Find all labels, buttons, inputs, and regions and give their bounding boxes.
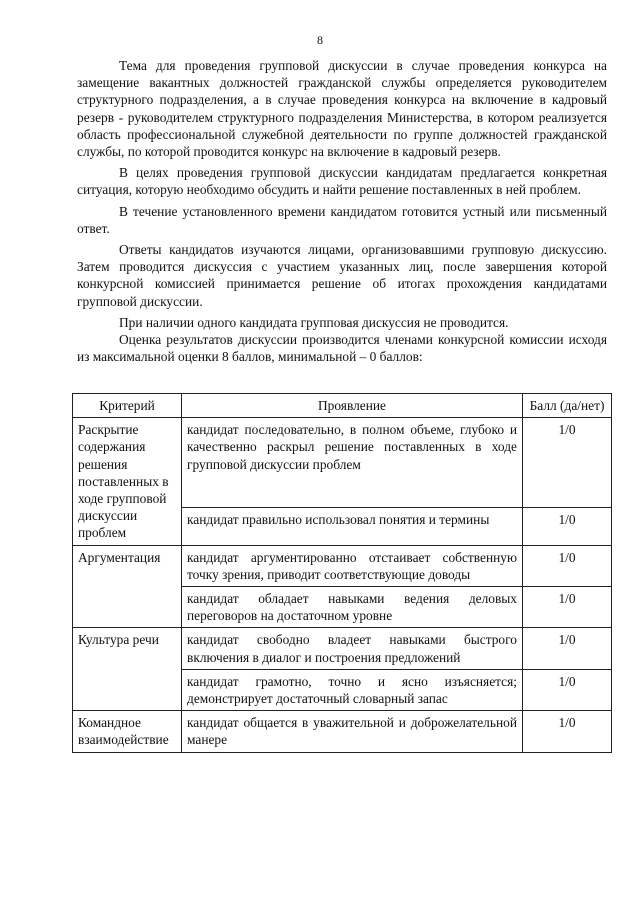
header-score: Балл (да/нет) [523, 394, 612, 418]
table-row [73, 711, 612, 752]
criteria-table [72, 393, 612, 753]
table-row [73, 628, 612, 669]
score-cell: 1/0 [523, 711, 612, 752]
manifestation-cell: кандидат общается в уважительной и доброжелательной манере [182, 711, 523, 752]
criterion-cell: Культура речи [73, 628, 182, 711]
paragraph: В целях проведения групповой дискуссии кандидатам предлагается конкретная ситуация, которую необходимо обсудить и найти решение поставленных в ней проблем. [77, 165, 607, 198]
criterion-cell: Раскрытие содержания решения поставленных в ходе групповой дискуссии проблем [73, 418, 182, 545]
body-text [77, 57, 607, 365]
manifestation-cell: кандидат аргументированно отстаивает собственную точку зрения, приводит соответствующие доводы [182, 545, 523, 586]
manifestation-cell: кандидат правильно использовал понятия и термины [182, 508, 523, 545]
table-row [73, 545, 612, 586]
criterion-cell: Командное взаимодействие [73, 711, 182, 752]
paragraph: Оценка результатов дискуссии производится членами конкурсной комиссии исходя из максимальной оценки 8 баллов, минимальной – 0 баллов: [77, 332, 607, 365]
manifestation-cell: кандидат обладает навыками ведения деловых переговоров на достаточном уровне [182, 587, 523, 628]
paragraph: Тема для проведения групповой дискуссии в случае проведения конкурса на замещение вакантных должностей гражданской службы определяется руководителем структурного подразделения, а в случае проведения конкурса на включение в кадровый резерв - руководителем структурного подразделения Министерства, в котором реализуется область профессиональной служебной деятельности по группе должностей гражданской службы, по которой проводится конкурс на включение в кадровый резерв. [77, 58, 607, 160]
manifestation-cell: кандидат грамотно, точно и ясно изъясняется; демонстрирует достаточный словарный запас [182, 669, 523, 710]
manifestation-cell: кандидат последовательно, в полном объеме, глубоко и качественно раскрыл решение поставленных в ходе групповой дискуссии проблем [182, 418, 523, 508]
page-number: 8 [317, 33, 323, 47]
score-cell: 1/0 [523, 628, 612, 669]
criterion-cell: Аргументация [73, 545, 182, 628]
paragraph: При наличии одного кандидата групповая дискуссия не проводится. [119, 314, 509, 330]
score-cell: 1/0 [523, 545, 612, 586]
table-row [73, 418, 612, 508]
manifestation-cell: кандидат свободно владеет навыками быстрого включения в диалог и построения предложений [182, 628, 523, 669]
score-cell: 1/0 [523, 508, 612, 545]
paragraph: В течение установленного времени кандидатом готовится устный или письменный ответ. [77, 203, 607, 236]
score-cell: 1/0 [523, 669, 612, 710]
score-cell: 1/0 [523, 418, 612, 508]
paragraph: Ответы кандидатов изучаются лицами, организовавшими групповую дискуссию. Затем проводится дискуссия с участием указанных лиц, после завершения которой конкурсной комиссией принимается решение об итогах прохождения кандидатами групповой дискуссии. [77, 242, 607, 309]
header-manifestation: Проявление [182, 394, 523, 418]
header-criterion: Критерий [73, 394, 182, 418]
score-cell: 1/0 [523, 587, 612, 628]
table-header-row [73, 394, 612, 418]
